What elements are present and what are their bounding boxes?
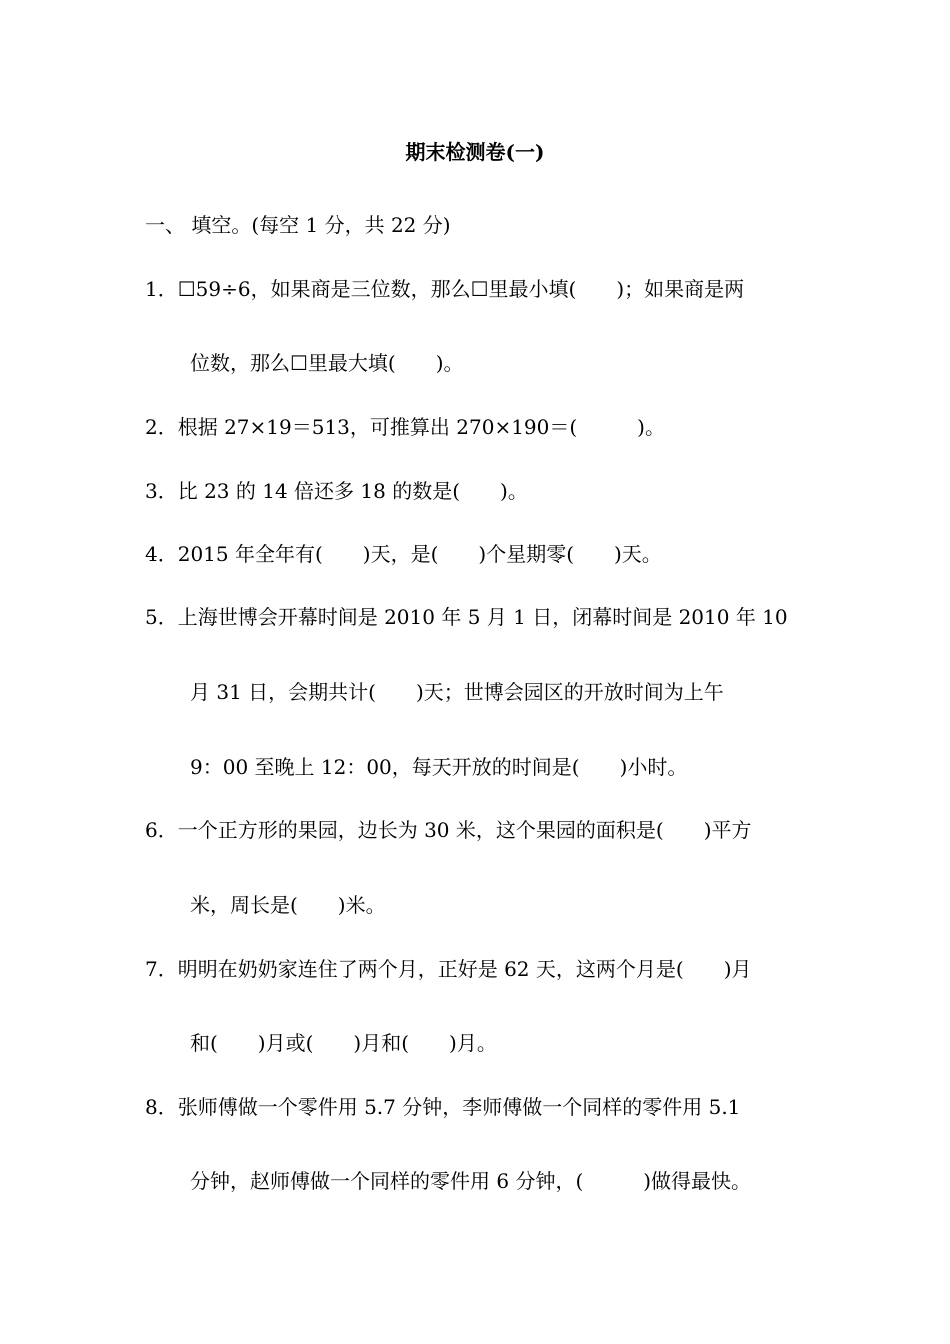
question-5-line-2: 月 31 日，会期共计( )天；世博会园区的开放时间为上午 <box>190 680 724 704</box>
question-1-line-1: 1．☐59÷6，如果商是三位数，那么☐里最小填( )；如果商是两 <box>145 277 745 301</box>
question-7-line-1: 7．明明在奶奶家连住了两个月，正好是 62 天，这两个月是( )月 <box>145 957 752 981</box>
question-1-line-2: 位数，那么☐里最大填( )。 <box>190 351 464 375</box>
question-5-line-3: 9：00 至晚上 12：00，每天开放的时间是( )小时。 <box>190 755 688 779</box>
question-3: 3．比 23 的 14 倍还多 18 的数是( )。 <box>145 479 528 503</box>
section-heading: 一、 填空。(每空 1 分，共 22 分) <box>145 213 451 237</box>
question-6-line-2: 米，周长是( )米。 <box>190 893 386 917</box>
question-5-line-1: 5．上海世博会开幕时间是 2010 年 5 月 1 日，闭幕时间是 2010 年 10 <box>145 605 788 629</box>
question-8-line-2: 分钟，赵师傅做一个同样的零件用 6 分钟，( )做得最快。 <box>190 1169 752 1193</box>
question-6-line-1: 6．一个正方形的果园，边长为 30 米，这个果园的面积是( )平方 <box>145 818 752 842</box>
question-8-line-1: 8．张师傅做一个零件用 5.7 分钟，李师傅做一个同样的零件用 5.1 <box>145 1095 741 1119</box>
question-7-line-2: 和( )月或( )月和( )月。 <box>190 1031 497 1055</box>
question-2: 2．根据 27×19＝513，可推算出 270×190＝( )。 <box>145 415 665 439</box>
page-title: 期末检测卷(一) <box>405 140 545 164</box>
question-4: 4．2015 年全年有( )天，是( )个星期零( )天。 <box>145 542 662 566</box>
